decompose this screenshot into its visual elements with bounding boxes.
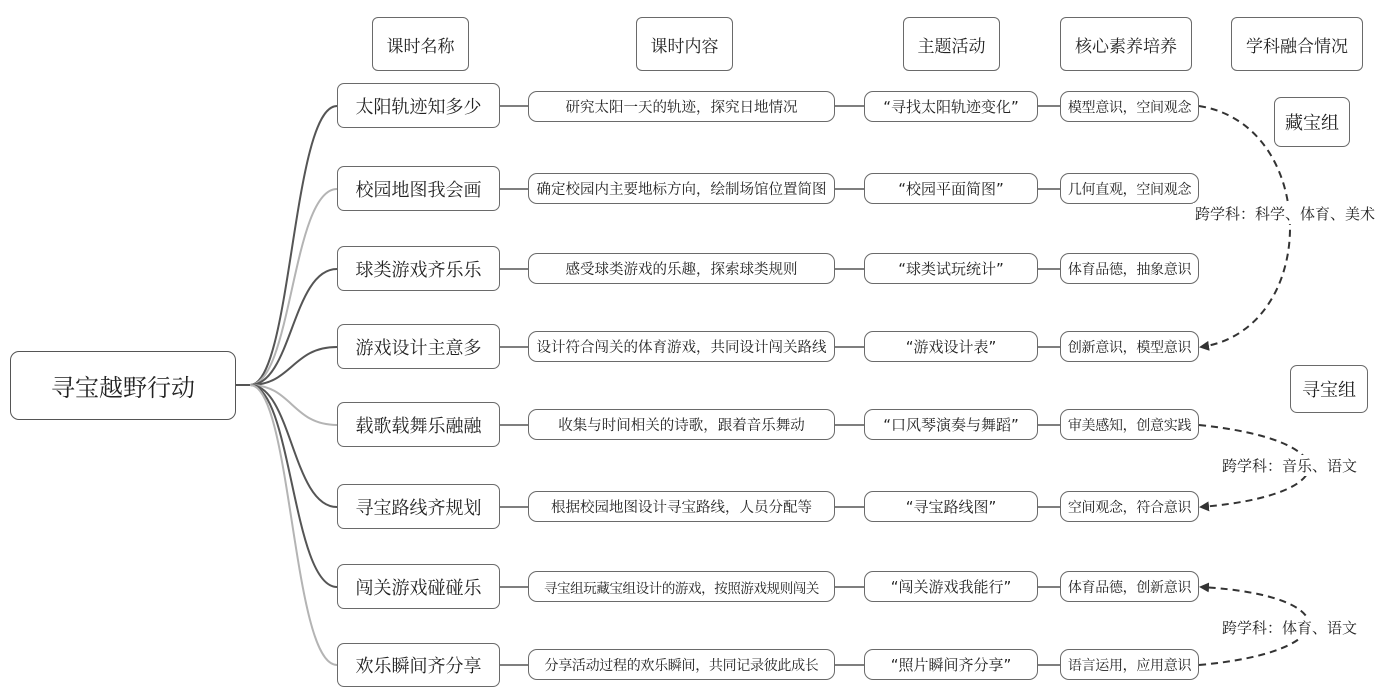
core-literacy: 审美感知，创意实践 bbox=[1060, 409, 1199, 440]
branch-line bbox=[250, 347, 337, 385]
core-literacy: 体育品德，创新意识 bbox=[1060, 571, 1199, 602]
core-literacy: 体育品德，抽象意识 bbox=[1060, 253, 1199, 284]
theme-activity: “寻宝路线图” bbox=[864, 491, 1038, 522]
theme-activity: “校园平面简图” bbox=[864, 173, 1038, 204]
lesson-content: 分享活动过程的欢乐瞬间，共同记录彼此成长 bbox=[528, 649, 835, 680]
branch-line bbox=[250, 106, 337, 385]
lesson-content: 设计符合闯关的体育游戏，共同设计闯关路线 bbox=[528, 331, 835, 362]
header-lesson-content: 课时内容 bbox=[636, 17, 733, 71]
header-subject-integration: 学科融合情况 bbox=[1231, 17, 1363, 71]
lesson-content: 研究太阳一天的轨迹，探究日地情况 bbox=[528, 91, 835, 122]
branch-line bbox=[250, 189, 337, 385]
lesson-name: 球类游戏齐乐乐 bbox=[337, 246, 500, 291]
lesson-content: 收集与时间相关的诗歌，跟着音乐舞动 bbox=[528, 409, 835, 440]
header-lesson-name: 课时名称 bbox=[372, 17, 469, 71]
theme-activity: “寻找太阳轨迹变化” bbox=[864, 91, 1038, 122]
lesson-name: 太阳轨迹知多少 bbox=[337, 83, 500, 128]
integration-note-pe-chinese: 跨学科：体育、语文 bbox=[1222, 619, 1358, 637]
lesson-name: 校园地图我会画 bbox=[337, 166, 500, 211]
theme-activity: “闯关游戏我能行” bbox=[864, 571, 1038, 602]
header-theme-activity: 主题活动 bbox=[903, 17, 1000, 71]
lesson-name: 闯关游戏碰碰乐 bbox=[337, 564, 500, 609]
group-hider: 藏宝组 bbox=[1274, 97, 1350, 147]
lesson-content: 确定校园内主要地标方向，绘制场馆位置简图 bbox=[528, 173, 835, 204]
lesson-name: 游戏设计主意多 bbox=[337, 324, 500, 369]
lesson-content: 寻宝组玩藏宝组设计的游戏，按照游戏规则闯关 bbox=[528, 571, 835, 602]
group-seeker: 寻宝组 bbox=[1290, 365, 1368, 413]
lesson-content: 感受球类游戏的乐趣，探索球类规则 bbox=[528, 253, 835, 284]
theme-activity: “游戏设计表” bbox=[864, 331, 1038, 362]
lesson-name: 寻宝路线齐规划 bbox=[337, 484, 500, 529]
theme-activity: “照片瞬间齐分享” bbox=[864, 649, 1038, 680]
lesson-name: 欢乐瞬间齐分享 bbox=[337, 643, 500, 687]
branch-line bbox=[250, 385, 337, 425]
branch-line bbox=[250, 385, 337, 587]
core-literacy: 空间观念，符合意识 bbox=[1060, 491, 1199, 522]
header-core-literacy: 核心素养培养 bbox=[1060, 17, 1192, 71]
lesson-content: 根据校园地图设计寻宝路线，人员分配等 bbox=[528, 491, 835, 522]
integration-note-science-pe-art: 跨学科：科学、体育、美术 bbox=[1195, 205, 1376, 223]
theme-activity: “口风琴演奏与舞蹈” bbox=[864, 409, 1038, 440]
branch-line bbox=[250, 385, 337, 665]
core-literacy: 语言运用，应用意识 bbox=[1060, 649, 1199, 680]
root-node: 寻宝越野行动 bbox=[10, 351, 236, 420]
core-literacy: 几何直观，空间观念 bbox=[1060, 173, 1199, 204]
integration-note-music-chinese: 跨学科：音乐、语文 bbox=[1222, 457, 1358, 475]
core-literacy: 模型意识，空间观念 bbox=[1060, 91, 1199, 122]
lesson-name: 载歌载舞乐融融 bbox=[337, 402, 500, 447]
theme-activity: “球类试玩统计” bbox=[864, 253, 1038, 284]
core-literacy: 创新意识，模型意识 bbox=[1060, 331, 1199, 362]
